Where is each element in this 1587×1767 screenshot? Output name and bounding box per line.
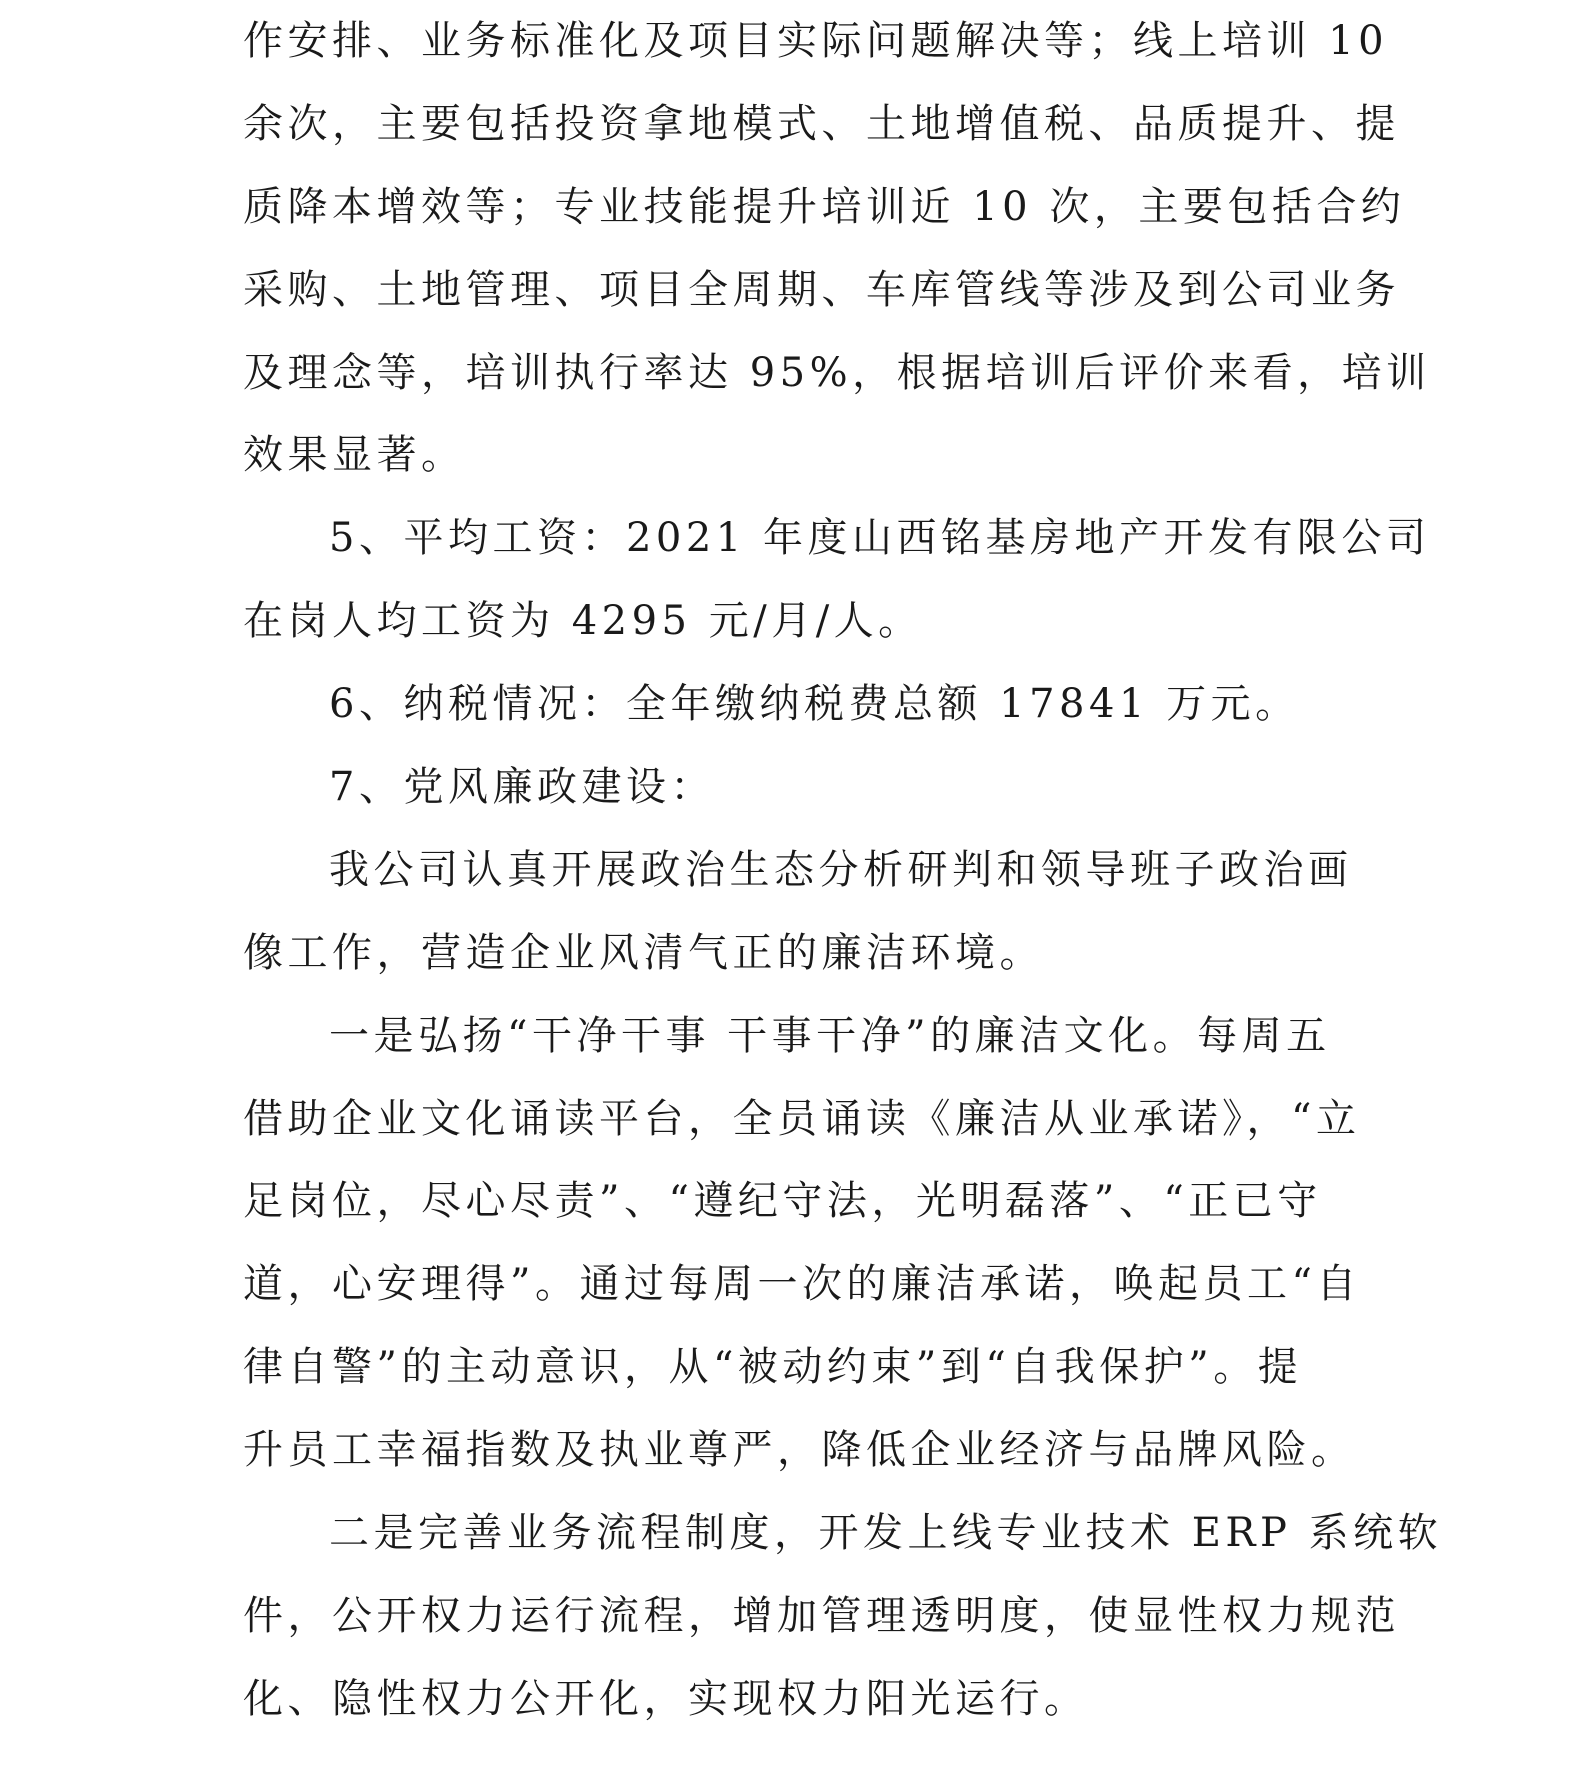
document-page [243, 0, 1443, 1741]
text-line: 借助企业文化诵读平台，全员诵读《廉洁从业承诺》，“立 [243, 1095, 1361, 1142]
text-line: 足岗位，尽心尽责”、“遵纪守法，光明磊落”、“正已守 [243, 1178, 1322, 1225]
text-line: 升员工幸福指数及执业尊严，降低企业经济与品牌风险。 [243, 1427, 1356, 1474]
text-line: 质降本增效等；专业技能提升培训近 10 次，主要包括合约 [243, 183, 1406, 230]
text-line: 余次，主要包括投资拿地模式、土地增值税、品质提升、提 [243, 100, 1400, 147]
text-line: 像工作，营造企业风清气正的廉洁环境。 [243, 929, 1044, 976]
text-line: 5、平均工资：2021 年度山西铭基房地产开发有限公司 [329, 515, 1431, 562]
text-line: 道，心安理得”。通过每周一次的廉洁承诺，唤起员工“自 [243, 1261, 1361, 1308]
training-paragraph [243, 0, 1431, 497]
text-line: 效果显著。 [243, 432, 466, 479]
text-line: 及理念等，培训执行率达 95%，根据培训后评价来看，培训 [243, 349, 1431, 396]
text-line: 我公司认真开展政治生态分析研判和领导班子政治画 [329, 846, 1353, 893]
second-measure-paragraph [243, 1492, 1443, 1741]
text-line: 件，公开权力运行流程，增加管理透明度，使显性权力规范 [243, 1592, 1400, 1639]
text-line: 6、纳税情况：全年缴纳税费总额 17841 万元。 [329, 681, 1300, 728]
text-line: 采购、土地管理、项目全周期、车库管线等涉及到公司业务 [243, 266, 1400, 313]
text-line: 化、隐性权力公开化，实现权力阳光运行。 [243, 1675, 1089, 1722]
text-line: 一是弘扬“干净干事 干事干净”的廉洁文化。每周五 [329, 1012, 1331, 1059]
wage-paragraph [243, 497, 1431, 663]
first-measure-paragraph [243, 995, 1361, 1492]
tax-paragraph [243, 663, 1343, 746]
text-line: 律自警”的主动意识，从“被动约束”到“自我保护”。提 [243, 1344, 1303, 1391]
integrity-intro-paragraph [243, 829, 1353, 995]
section-heading: 7、党风廉政建设： [329, 764, 715, 811]
text-line: 作安排、业务标准化及项目实际问题解决等；线上培训 10 [243, 18, 1389, 64]
text-line: 二是完善业务流程制度，开发上线专业技术 ERP 系统软 [329, 1510, 1443, 1557]
integrity-heading [243, 746, 1343, 829]
text-line: 在岗人均工资为 4295 元/月/人。 [243, 598, 923, 645]
